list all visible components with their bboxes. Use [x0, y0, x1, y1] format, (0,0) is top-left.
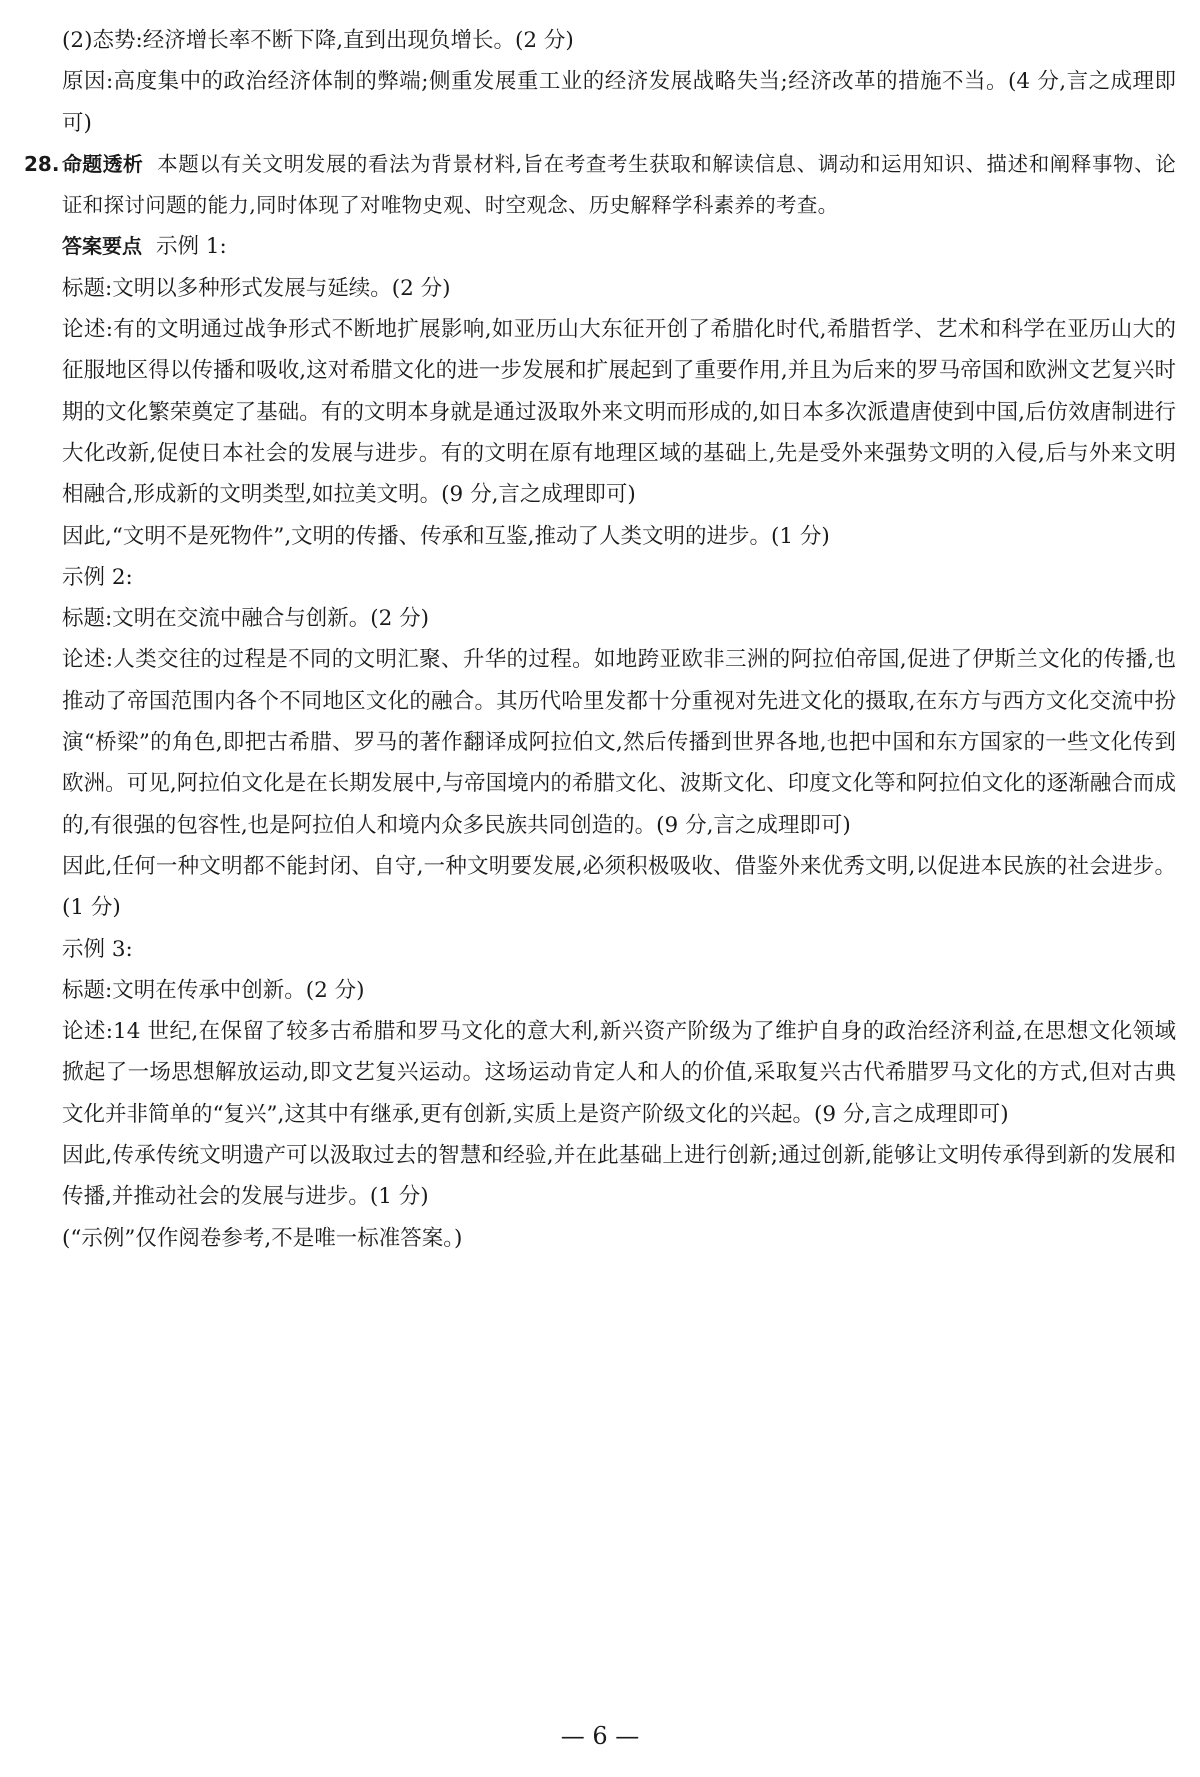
- example-2-argument: 论述:人类交往的过程是不同的文明汇聚、升华的过程。如地跨亚欧非三洲的阿拉伯帝国,促进了伊斯兰文化的传播,也推动了帝国范围内各个不同地区文化的融合。其历代哈里发都十分重视对先进文化的摄取,在东方与西方文化交流中扮演“桥梁”的角色,即把古希腊、罗马的著作翻译成阿拉伯文,然后传播到世界各地,也把中国和东方国家的一些文化传到欧洲。可见,阿拉伯文化是在长期发展中,与帝国境内的希腊文化、波斯文化、印度文化等和阿拉伯文化的逐渐融合而成的,有很强的包容性,也是阿拉伯人和境内众多民族共同创造的。(9 分,言之成理即可): [62, 647, 1176, 838]
- question-number: 28.: [24, 151, 60, 176]
- answer-heading: 答案要点: [62, 234, 142, 259]
- intro-text: 本题以有关文明发展的看法为背景材料,旨在考查考生获取和解读信息、调动和运用知识、描述和阐释事物、论证和探讨问题的能力,同时体现了对唯物史观、时空观念、历史解释学科素养的考查。: [62, 151, 1176, 218]
- example-2-title: 标题:文明在交流中融合与创新。(2 分): [62, 606, 430, 632]
- example-1-argument: 论述:有的文明通过战争形式不断地扩展影响,如亚历山大东征开创了希腊化时代,希腊哲学、艺术和科学在亚历山大的征服地区得以传播和吸收,这对希腊文化的进一步发展和扩展起到了重要作用,并且为后来的罗马帝国和欧洲文艺复兴时期的文化繁荣奠定了基础。有的文明本身就是通过汲取外来文明而形成的,如日本多次派遣唐使到中国,后仿效唐制进行大化改新,促使日本社会的发展与进步。有的文明在原有地理区域的基础上,先是受外来强势文明的入侵,后与外来文明相融合,形成新的文明类型,如拉美文明。(9 分,言之成理即可): [62, 317, 1176, 508]
- question-intro: [62, 144, 1176, 227]
- example-3-conclusion: 因此,传承传统文明遗产可以汲取过去的智慧和经验,并在此基础上进行创新;通过创新,能够让文明传承得到新的发展和传播,并推动社会的发展与进步。(1 分): [62, 1143, 1176, 1210]
- q27-trend-line: (2)态势:经济增长率不断下降,直到出现负增长。(2 分): [62, 28, 574, 53]
- example-1-title: 标题:文明以多种形式发展与延续。(2 分): [62, 275, 451, 301]
- example-1-label: 示例 1:: [156, 234, 227, 260]
- intro-heading: 命题透析: [62, 151, 144, 176]
- q27-reason-line: 原因:高度集中的政治经济体制的弊端;侧重发展重工业的经济发展战略失当;经济改革的措施不当。(4 分,言之成理即可): [62, 69, 1176, 136]
- reference-note: (“示例”仅作阅卷参考,不是唯一标准答案。): [62, 1225, 463, 1251]
- page-number: — 6 —: [560, 1722, 640, 1750]
- answer-content: [24, 20, 1176, 1259]
- example-3-argument: 论述:14 世纪,在保留了较多古希腊和罗马文化的意大利,新兴资产阶级为了维护自身的政治经济利益,在思想文化领域掀起了一场思想解放运动,即文艺复兴运动。这场运动肯定人和人的价值,采取复兴古代希腊罗马文化的方式,但对古典文化并非简单的“复兴”,这其中有继承,更有创新,实质上是资产阶级文化的兴起。(9 分,言之成理即可): [62, 1019, 1176, 1127]
- example-2-label: 示例 2:: [62, 564, 133, 590]
- example-3-label: 示例 3:: [62, 936, 133, 962]
- answer-points-line: [62, 226, 1176, 267]
- example-2-conclusion: 因此,任何一种文明都不能封闭、自守,一种文明要发展,必须积极吸收、借鉴外来优秀文明,以促进本民族的社会进步。(1 分): [62, 853, 1176, 921]
- example-1-conclusion: 因此,“文明不是死物件”,文明的传播、传承和互鉴,推动了人类文明的进步。(1 分): [62, 523, 830, 549]
- example-3-title: 标题:文明在传承中创新。(2 分): [62, 977, 365, 1003]
- question-28-block: [24, 144, 1176, 1259]
